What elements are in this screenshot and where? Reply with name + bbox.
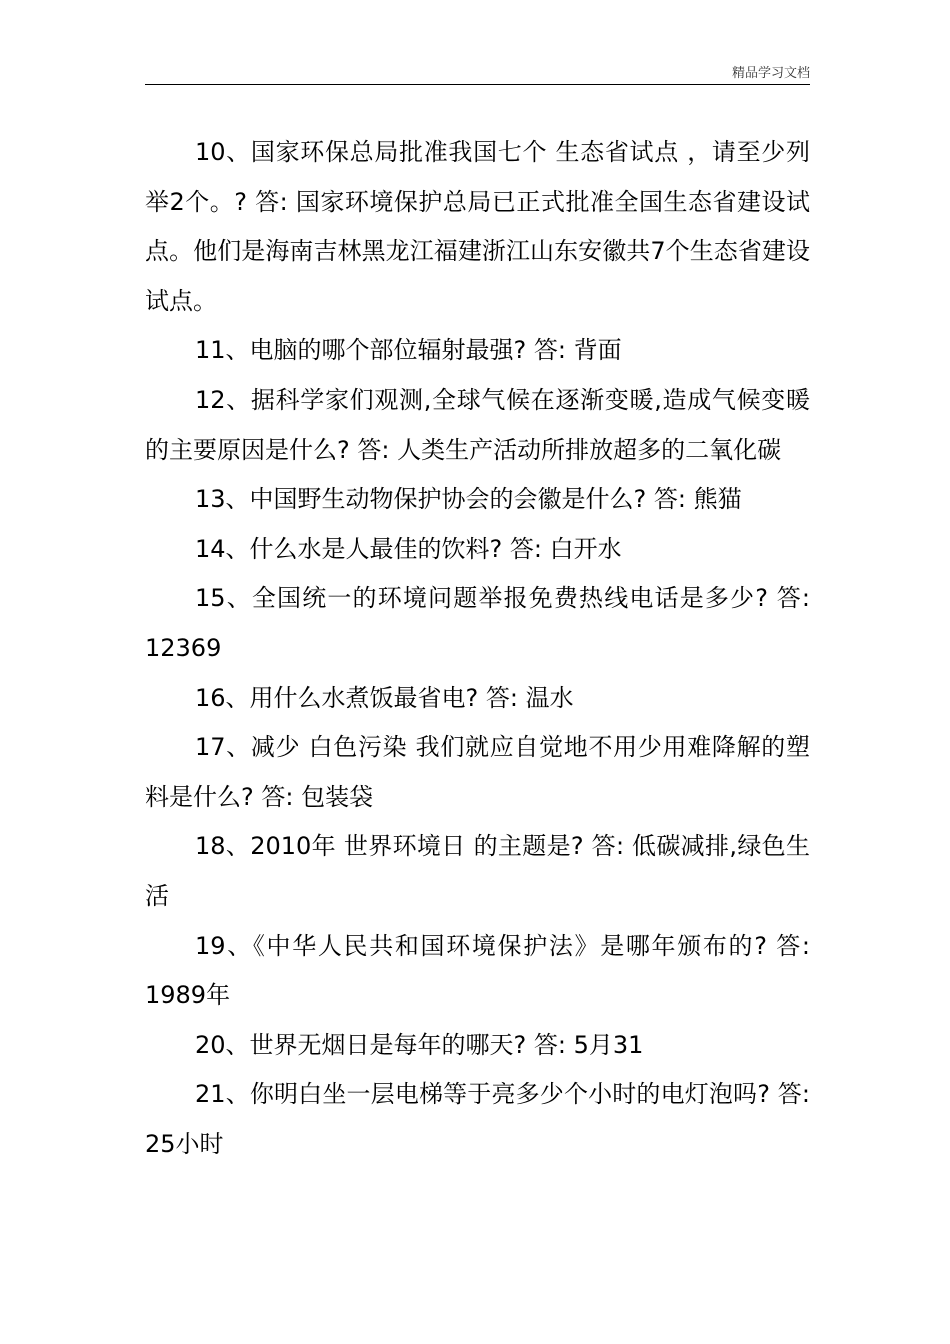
question-17: 17、减少 白色污染 我们就应自觉地不用少用难降解的塑料是什么? 答: 包装袋 [145, 733, 810, 811]
question-12: 12、据科学家们观测,全球气候在逐渐变暖,造成气候变暖的主要原因是什么? 答: 人类生产活动所排放超多的二氧化碳 [145, 385, 810, 464]
page-header-label: 精品学习文档 [731, 66, 810, 81]
question-10: 10、国家环保总局批准我国七个 生态省试点 ，请至少列举2个。? 答: 国家环境保护总局已正式批准全国生态省建设试点。他们是海南吉林黑龙江福建浙江山东安徽共7个生态省建设试点。 [145, 138, 810, 315]
question-13: 13、中国野生动物保护协会的会徽是什么? 答: 熊猫 [195, 485, 742, 514]
question-16: 16、用什么水煮饭最省电? 答: 温水 [195, 683, 574, 712]
question-21: 21、你明白坐一层电梯等于亮多少个小时的电灯泡吗? 答: 25小时 [145, 1080, 810, 1158]
document-body [145, 128, 810, 1169]
question-19: 19、《中华人民共和国环境保护法》是哪年颁布的? 答: 1989年 [145, 931, 810, 1010]
question-14: 14、什么水是人最佳的饮料? 答: 白开水 [195, 534, 622, 563]
question-18: 18、2010年 世界环境日 的主题是? 答: 低碳减排,绿色生活 [145, 832, 810, 910]
question-11: 11、电脑的哪个部位辐射最强? 答: 背面 [195, 336, 622, 365]
header-divider [145, 84, 810, 85]
question-15: 15、全国统一的环境问题举报免费热线电话是多少? 答: 12369 [145, 584, 810, 662]
question-20: 20、世界无烟日是每年的哪天? 答: 5月31 [195, 1030, 644, 1059]
